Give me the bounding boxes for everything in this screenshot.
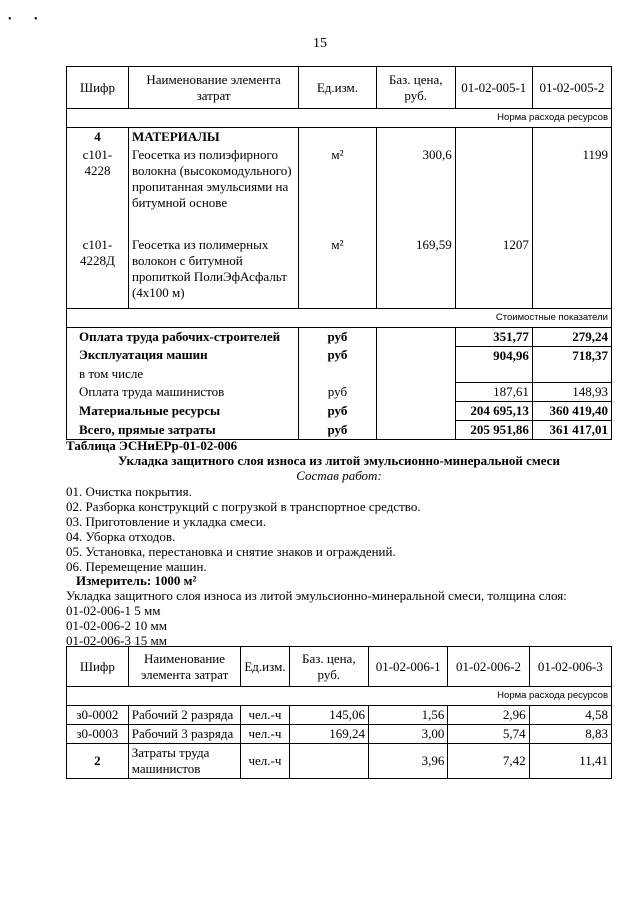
work-item: 06. Перемещение машин. <box>66 559 207 574</box>
material-price: 169,59 <box>376 236 455 308</box>
row-code: з0-0003 <box>67 725 129 744</box>
material-value-2: 1199 <box>532 146 611 236</box>
material-value-1: 1207 <box>455 236 532 308</box>
header-col1: 01-02-006-1 <box>369 647 448 687</box>
variant-item: 01-02-006-3 15 мм <box>66 633 167 648</box>
cost-unit: руб <box>299 383 376 402</box>
cost-unit: руб <box>299 327 376 346</box>
cost-value-2: 360 419,40 <box>532 402 611 421</box>
variant-list <box>66 603 167 648</box>
norma-label: Норма расхода ресурсов <box>67 687 612 706</box>
works-list <box>66 484 421 574</box>
header-col1: 01-02-005-1 <box>455 67 532 109</box>
header-price: Баз. цена, руб. <box>289 647 368 687</box>
cost-unit: руб <box>299 421 376 440</box>
cost-value-2: 279,24 <box>532 327 611 346</box>
cost-name: Эксплуатация машин <box>67 346 299 365</box>
composition-label: Состав работ: <box>296 468 382 483</box>
total-unit: чел.-ч <box>241 744 289 779</box>
cost-value-1: 204 695,13 <box>455 402 532 421</box>
row-value-1: 3,00 <box>369 725 448 744</box>
cost-value-1: 351,77 <box>455 327 532 346</box>
material-unit: м² <box>299 146 376 236</box>
work-item: 03. Приготовление и укладка смеси. <box>66 514 266 529</box>
work-item: 01. Очистка покрытия. <box>66 484 192 499</box>
header-col2: 01-02-005-2 <box>532 67 611 109</box>
cost-value-1: 904,96 <box>455 346 532 365</box>
row-unit: чел.-ч <box>241 725 289 744</box>
cost-unit: руб <box>299 346 376 365</box>
section-number: 4 <box>67 128 129 147</box>
table-materials <box>66 66 612 440</box>
page-number: 15 <box>313 36 327 51</box>
cost-value-1: 187,61 <box>455 383 532 402</box>
row-price: 145,06 <box>289 706 368 725</box>
table-labor <box>66 646 612 779</box>
material-code: с101-4228Д <box>67 236 129 308</box>
header-col3: 01-02-006-3 <box>529 647 611 687</box>
material-name: Геосетка из полимерных волокон с битумной пропиткой ПолиЭфАсфальт (4х100 м) <box>128 236 298 308</box>
cost-value-2: 148,93 <box>532 383 611 402</box>
row-name: Рабочий 3 разряда <box>128 725 241 744</box>
variant-item: 01-02-006-1 5 мм <box>66 603 161 618</box>
header-code: Шифр <box>67 67 129 109</box>
row-unit: чел.-ч <box>241 706 289 725</box>
row-value-3: 4,58 <box>529 706 611 725</box>
total-value-3: 11,41 <box>529 744 611 779</box>
row-value-2: 5,74 <box>448 725 529 744</box>
total-price <box>289 744 368 779</box>
total-name: Затраты труда машинистов <box>128 744 241 779</box>
row-price: 169,24 <box>289 725 368 744</box>
header-price: Баз. цена, руб. <box>376 67 455 109</box>
header-unit: Ед.изм. <box>241 647 289 687</box>
header-name: Наименование элемента затрат <box>128 647 241 687</box>
material-name: Геосетка из полиэфирного волокна (высокомодульного) пропитанная эмульсиями на битумной основе <box>128 146 298 236</box>
work-item: 02. Разборка конструкций с погрузкой в транспортное средство. <box>66 499 421 514</box>
cost-name: Всего, прямые затраты <box>67 421 299 440</box>
material-code: с101-4228 <box>67 146 129 236</box>
row-value-3: 8,83 <box>529 725 611 744</box>
cost-name: Оплата труда рабочих-строителей <box>67 327 299 346</box>
table-subtitle: Укладка защитного слоя износа из литой эмульсионно-минеральной смеси <box>118 453 560 468</box>
header-code: Шифр <box>67 647 129 687</box>
meter-label: Измеритель: 1000 м² <box>76 573 197 588</box>
cost-name: Оплата труда машинистов <box>67 383 299 402</box>
row-name: Рабочий 2 разряда <box>128 706 241 725</box>
cost-value-1: 205 951,86 <box>455 421 532 440</box>
row-value-1: 1,56 <box>369 706 448 725</box>
cost-value-2: 361 417,01 <box>532 421 611 440</box>
scan-dots: • • <box>8 14 48 25</box>
material-value-2 <box>532 236 611 308</box>
cost-unit: руб <box>299 402 376 421</box>
total-code: 2 <box>67 744 129 779</box>
material-price: 300,6 <box>376 146 455 236</box>
cost-name: Материальные ресурсы <box>67 402 299 421</box>
table-title: Таблица ЭСНиЕРр-01-02-006 <box>66 438 238 453</box>
material-value-1 <box>455 146 532 236</box>
header-unit: Ед.изм. <box>299 67 376 109</box>
cost-label: Стоимостные показатели <box>67 308 612 327</box>
work-item: 04. Уборка отходов. <box>66 529 176 544</box>
total-value-2: 7,42 <box>448 744 529 779</box>
norma-label: Норма расхода ресурсов <box>67 109 612 128</box>
row-value-2: 2,96 <box>448 706 529 725</box>
material-unit: м² <box>299 236 376 308</box>
section-title: МАТЕРИАЛЫ <box>128 128 298 147</box>
variant-item: 01-02-006-2 10 мм <box>66 618 167 633</box>
row-code: з0-0002 <box>67 706 129 725</box>
header-name: Наименование элемента затрат <box>128 67 298 109</box>
cost-name: в том числе <box>67 365 299 383</box>
work-item: 05. Установка, перестановка и снятие знаков и ограждений. <box>66 544 396 559</box>
total-value-1: 3,96 <box>369 744 448 779</box>
header-col2: 01-02-006-2 <box>448 647 529 687</box>
cost-value-2: 718,37 <box>532 346 611 365</box>
meter-description: Укладка защитного слоя износа из литой эмульсионно-минеральной смеси, толщина слоя: <box>66 588 567 603</box>
